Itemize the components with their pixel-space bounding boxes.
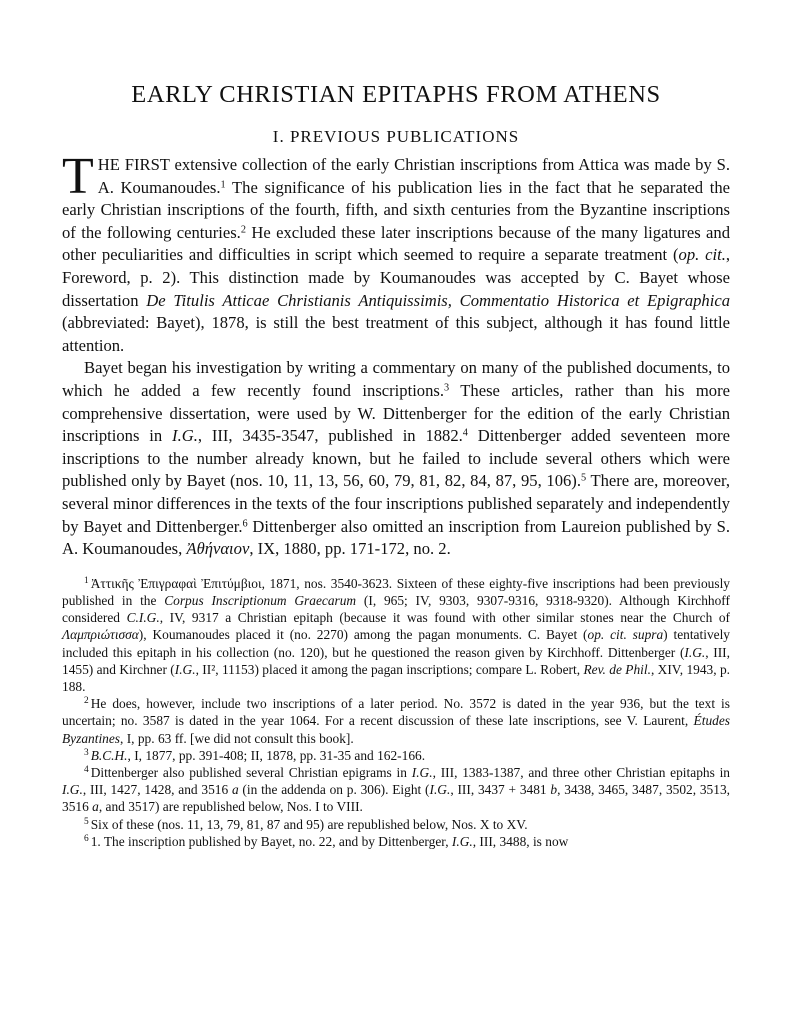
text-run: , III, 3437 + 3481: [450, 782, 551, 798]
text-run: Six of these (nos. 11, 13, 79, 81, 87 and 95) are republished below, Nos. X to XV.: [90, 816, 528, 832]
italic-text: b: [550, 782, 558, 798]
italic-text: I.G.: [429, 782, 451, 798]
footnote-3: [62, 747, 730, 764]
text-run: Dittenberger also omitted an inscription from Laureion published by S. A. Koumanoudes,: [62, 516, 730, 559]
italic-text: B.C.H.: [90, 747, 128, 763]
footnote-ref: 3: [444, 382, 450, 394]
footnote-number: 1: [84, 576, 89, 586]
footnote-5: [62, 816, 730, 833]
italic-text: I.G.: [411, 764, 433, 780]
text-run: , I, pp. 63 ff. [we did not consult this book].: [120, 730, 354, 746]
italic-text: I.G.: [62, 782, 83, 798]
text-run: HE FIRST extensive collection of the early Christian inscriptions from Attica was made by S. A. Koumanoudes.: [97, 155, 730, 197]
italic-text: a: [92, 799, 99, 815]
text-run: , III, 3488, is now: [472, 833, 569, 849]
text-run: 1. The inscription published by Bayet, no. 22, and by Dittenberger,: [90, 833, 452, 849]
italic-text: I.G.: [451, 833, 473, 849]
footnote-ref: 6: [242, 517, 248, 529]
text-run: , I, 1877, pp. 391-408; II, 1878, pp. 31-35 and 162-166.: [127, 747, 426, 763]
drop-cap: T: [62, 148, 94, 205]
text-run: , and 3517) are republished below, Nos. I to VIII.: [98, 799, 363, 815]
footnote-number: 6: [84, 834, 89, 845]
text-run: Ἀττικῆς Ἐπιγραφαὶ Ἐπιτύμβιοι, 1871, nos. 3540-3623. Sixteen of these eighty-five inscriptions had been previously published in the: [62, 575, 730, 608]
italic-text: op. cit. supra: [587, 627, 664, 643]
page-title: EARLY CHRISTIAN EPITAPHS FROM ATHENS: [131, 81, 661, 108]
paragraph-1: [62, 148, 731, 357]
footnote-ref: 1: [220, 178, 226, 190]
body-text: [62, 148, 731, 561]
section-heading: I. PREVIOUS PUBLICATIONS: [272, 127, 520, 146]
footnote-ref: 2: [240, 224, 246, 236]
footnote-6: [62, 833, 730, 850]
paragraph-2-text: [62, 358, 730, 558]
footnote-4: [62, 764, 730, 816]
italic-text: op. cit.: [678, 245, 726, 265]
footnote-text: [62, 576, 730, 694]
text-run: , III, 1455) and Kirchner (: [62, 644, 730, 677]
paragraph-2: [62, 357, 730, 560]
italic-text: Ἀθήναιον: [186, 539, 250, 559]
footnote-text: [91, 817, 528, 832]
text-run: , III, 3435-3547, published in 1882.: [197, 426, 463, 446]
text-run: , Foreword, p. 2). This distinction made by Koumanoudes was accepted by C. Bayet whose dissertation: [62, 245, 731, 310]
italic-text: Rev. de Phil.: [583, 661, 651, 677]
italic-text: De Titulis Atticae Christianis Antiquissimis, Commentatio Historica et Epigraphica: [146, 290, 730, 310]
footnote-number: 2: [84, 696, 89, 707]
text-run: (I, 965; IV, 9303, 9307-9316, 9318-9320). Although Kirchhoff considered: [62, 592, 730, 626]
text-run: Bayet began his investigation by writing a commentary on many of the published documents, to which he added a few recently found inscriptions.: [62, 358, 730, 400]
footnote-1: [62, 575, 730, 695]
text-run: ) tentatively included this epitaph in his collection (no. 120), but he questioned the reason given by Kirchhoff. Dittenberger (: [62, 627, 730, 660]
text-run: , III, 1383-1387, and three other Christian epitaphs in: [432, 764, 730, 780]
italic-text: I.G.: [172, 426, 198, 446]
footnote-number: 3: [84, 748, 89, 759]
text-run: , III, 1427, 1428, and 3516: [82, 782, 232, 798]
text-run: There are, moreover, several minor differences in the texts of the four inscriptions published separately and independently by Bayet and Dittenberger.: [62, 471, 730, 536]
footnote-ref: 5: [580, 472, 587, 484]
text-run: He excluded these later inscriptions because of the many ligatures and other peculiarities and difficulties in script which seemed to require a separate treatment (: [62, 222, 730, 265]
text-run: The significance of his publication lies in the fact that he separated the early Christian inscriptions of the fourth, fifth, and sixth centuries from the Byzantine inscriptions of the following centuries.: [62, 177, 730, 242]
footnote-text: [62, 765, 730, 814]
italic-text: Corpus Inscriptionum Graecarum: [164, 592, 357, 608]
page: [62, 80, 730, 850]
text-run: , XIV, 1943, p. 188.: [62, 661, 731, 694]
text-run: These articles, rather than his more comprehensive dissertation, were used by W. Dittenberger for the edition of the early Christian inscriptions in: [62, 380, 730, 446]
footnote-number: 4: [84, 765, 89, 776]
text-run: (in the addenda on p. 306). Eight (: [238, 782, 430, 798]
footnote-text: [91, 834, 569, 849]
text-run: He does, however, include two inscriptions of a later period. No. 3572 is dated in the year 936, but the text is uncertain; no. 3587 is dated in the year 1064. For a recent discussion of these late inscriptions, see V. Laurent,: [62, 696, 730, 729]
text-run: Dittenberger added seventeen more inscriptions to the number already known, but he failed to include several others which were published only by Bayet (nos. 10, 11, 13, 56, 60, 79, 81, 82, 84, 87, 95, 106).: [62, 426, 731, 491]
paragraph-1-text: [62, 148, 731, 355]
footnote-number: 5: [84, 816, 89, 827]
text-run: , 3438, 3465, 3487, 3502, 3513, 3516: [62, 782, 730, 815]
text-run: Dittenberger also published several Christian epigrams in: [90, 764, 412, 780]
text-run: , IX, 1880, pp. 171-172, no. 2.: [249, 539, 451, 559]
italic-text: Λαμπριώτισσα: [62, 627, 139, 643]
text-run: , II², 11153) placed it among the pagan inscriptions; compare L. Robert,: [195, 661, 584, 677]
italic-text: Études Byzantines: [62, 713, 730, 746]
italic-text: C.I.G.: [126, 610, 160, 626]
italic-text: I.G.: [684, 644, 706, 660]
italic-text: I.G.: [174, 661, 196, 677]
text-run: ), Koumanoudes placed it (no. 2270) among the pagan monuments. C. Bayet (: [138, 627, 588, 643]
footnotes: [62, 575, 730, 850]
footnote-text: [62, 696, 730, 745]
text-run: , IV, 9317 a Christian epitaph (because it was found with other similar stones near the Church of: [159, 610, 730, 626]
text-run: (abbreviated: Bayet), 1878, is still the best treatment of this subject, although it has found little attention.: [62, 313, 730, 355]
footnote-ref: 4: [462, 427, 468, 439]
italic-text: a: [231, 782, 239, 798]
footnote-text: [91, 748, 425, 763]
footnote-2: [62, 695, 730, 747]
